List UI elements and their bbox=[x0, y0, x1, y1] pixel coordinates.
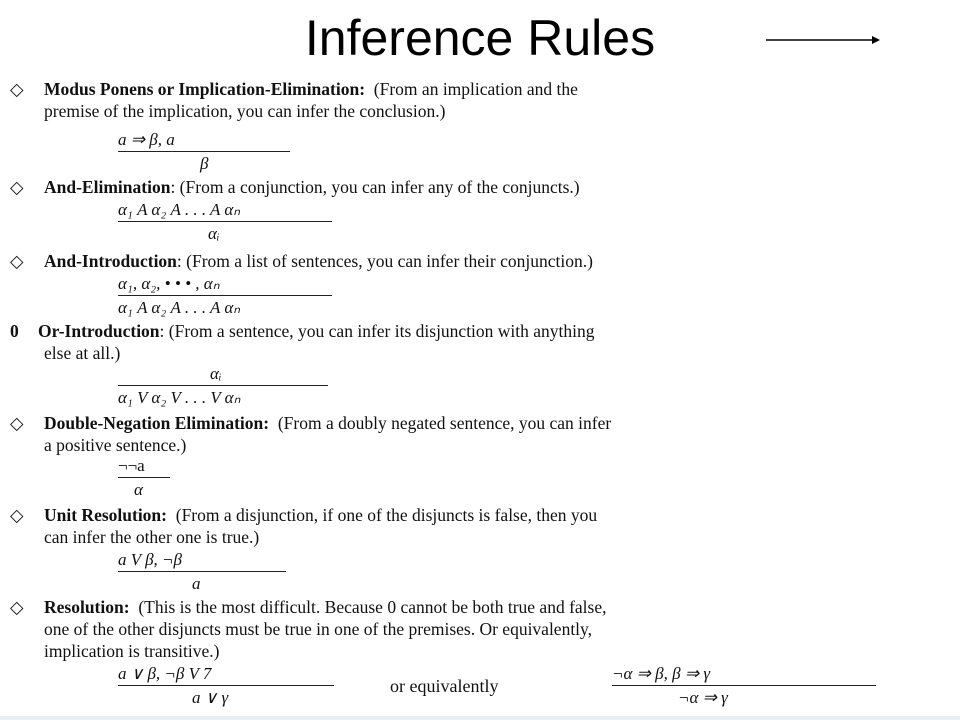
rule-description-cont: can infer the other one is true.) bbox=[44, 527, 260, 547]
rule-description-cont2: implication is transitive.) bbox=[44, 641, 220, 661]
rule-and-introduction bbox=[10, 250, 940, 272]
rule-description: : (From a sentence, you can infer its disjunction with anything bbox=[159, 321, 595, 341]
rule-description: : (From a conjunction, you can infer any of the conjuncts.) bbox=[170, 177, 580, 197]
formula-modus-ponens bbox=[118, 130, 290, 174]
rule-double-negation bbox=[10, 412, 940, 456]
rule-name: Or-Introduction bbox=[38, 321, 160, 341]
fraction-bar bbox=[118, 221, 332, 222]
fraction-bar bbox=[118, 151, 290, 152]
formula-numerator: αᵢ bbox=[210, 364, 222, 383]
bottom-band bbox=[0, 716, 960, 720]
rule-name: Double-Negation Elimination: bbox=[44, 413, 270, 433]
diamond-bullet-icon: ◇ bbox=[10, 79, 24, 99]
formula-denominator: ¬α ⇒ γ bbox=[678, 688, 728, 707]
rule-modus-ponens bbox=[10, 78, 940, 122]
formula-denominator: a bbox=[192, 574, 201, 593]
rule-resolution bbox=[10, 596, 940, 662]
formula-numerator: a V β, ¬β bbox=[118, 550, 182, 569]
rule-description-cont: one of the other disjuncts must be true in one of the premises. Or equivalently, bbox=[44, 619, 593, 639]
rule-name: And-Elimination bbox=[44, 177, 171, 197]
formula-denominator: β bbox=[200, 154, 209, 173]
formula-and-introduction bbox=[118, 274, 332, 318]
fraction-bar bbox=[118, 685, 334, 686]
formula-double-negation bbox=[118, 456, 170, 500]
rule-description: (From a disjunction, if one of the disjuncts is false, then you bbox=[175, 505, 598, 525]
formula-numerator: α₁, α₂, • • • , αₙ bbox=[118, 274, 220, 293]
rule-name: And-Introduction bbox=[44, 251, 177, 271]
formula-resolution bbox=[118, 664, 334, 708]
rule-description: : (From a list of sentences, you can infer their conjunction.) bbox=[176, 251, 593, 271]
formula-denominator: α bbox=[134, 480, 143, 499]
fraction-bar bbox=[118, 571, 286, 572]
formula-and-elimination bbox=[118, 200, 332, 244]
slide-title: Inference Rules bbox=[304, 10, 656, 66]
bullet-marker: 0 bbox=[10, 321, 19, 341]
rule-name: Unit Resolution: bbox=[44, 505, 167, 525]
formula-or-introduction bbox=[118, 364, 328, 408]
formula-denominator: α₁ V α₂ V . . . V αₙ bbox=[118, 388, 241, 407]
rule-unit-resolution bbox=[10, 504, 940, 548]
formula-numerator: a ⇒ β, a bbox=[118, 130, 175, 149]
fraction-bar bbox=[118, 295, 332, 296]
rule-description: (From an implication and the bbox=[373, 79, 578, 99]
diamond-bullet-icon: ◇ bbox=[10, 413, 24, 433]
diamond-bullet-icon: ◇ bbox=[10, 505, 24, 525]
diamond-bullet-icon: ◇ bbox=[10, 251, 24, 271]
formula-unit-resolution bbox=[118, 550, 286, 594]
formula-denominator: α₁ A α₂ A . . . A αₙ bbox=[118, 298, 241, 317]
formula-numerator: a ∨ β, ¬β V 7 bbox=[118, 664, 212, 683]
diamond-bullet-icon: ◇ bbox=[10, 177, 24, 197]
formula-resolution-equivalent bbox=[612, 664, 876, 708]
diamond-bullet-icon: ◇ bbox=[10, 597, 24, 617]
rule-name: Resolution: bbox=[44, 597, 130, 617]
rule-description-cont: premise of the implication, you can infer the conclusion.) bbox=[44, 101, 446, 121]
fraction-bar bbox=[118, 385, 328, 386]
formula-numerator: ¬α ⇒ β, β ⇒ γ bbox=[612, 664, 711, 683]
formula-denominator: αᵢ bbox=[208, 224, 220, 243]
fraction-bar bbox=[118, 477, 170, 478]
formula-denominator: a ∨ γ bbox=[192, 688, 229, 707]
formula-numerator: α₁ A α₂ A . . . A αₙ bbox=[118, 200, 241, 219]
rule-or-introduction bbox=[10, 320, 940, 364]
rule-and-elimination bbox=[10, 176, 940, 198]
or-equivalently-label: or equivalently bbox=[390, 676, 499, 696]
formula-numerator: ¬¬a bbox=[118, 456, 145, 475]
rule-description-cont: a positive sentence.) bbox=[44, 435, 187, 455]
fraction-bar bbox=[612, 685, 876, 686]
rule-description-cont: else at all.) bbox=[44, 343, 121, 363]
rule-description: (This is the most difficult. Because 0 cannot be both true and false, bbox=[138, 597, 607, 617]
rule-name: Modus Ponens or Implication-Elimination: bbox=[44, 79, 366, 99]
right-arrow-icon bbox=[766, 32, 880, 48]
rule-description: (From a doubly negated sentence, you can infer bbox=[277, 413, 612, 433]
